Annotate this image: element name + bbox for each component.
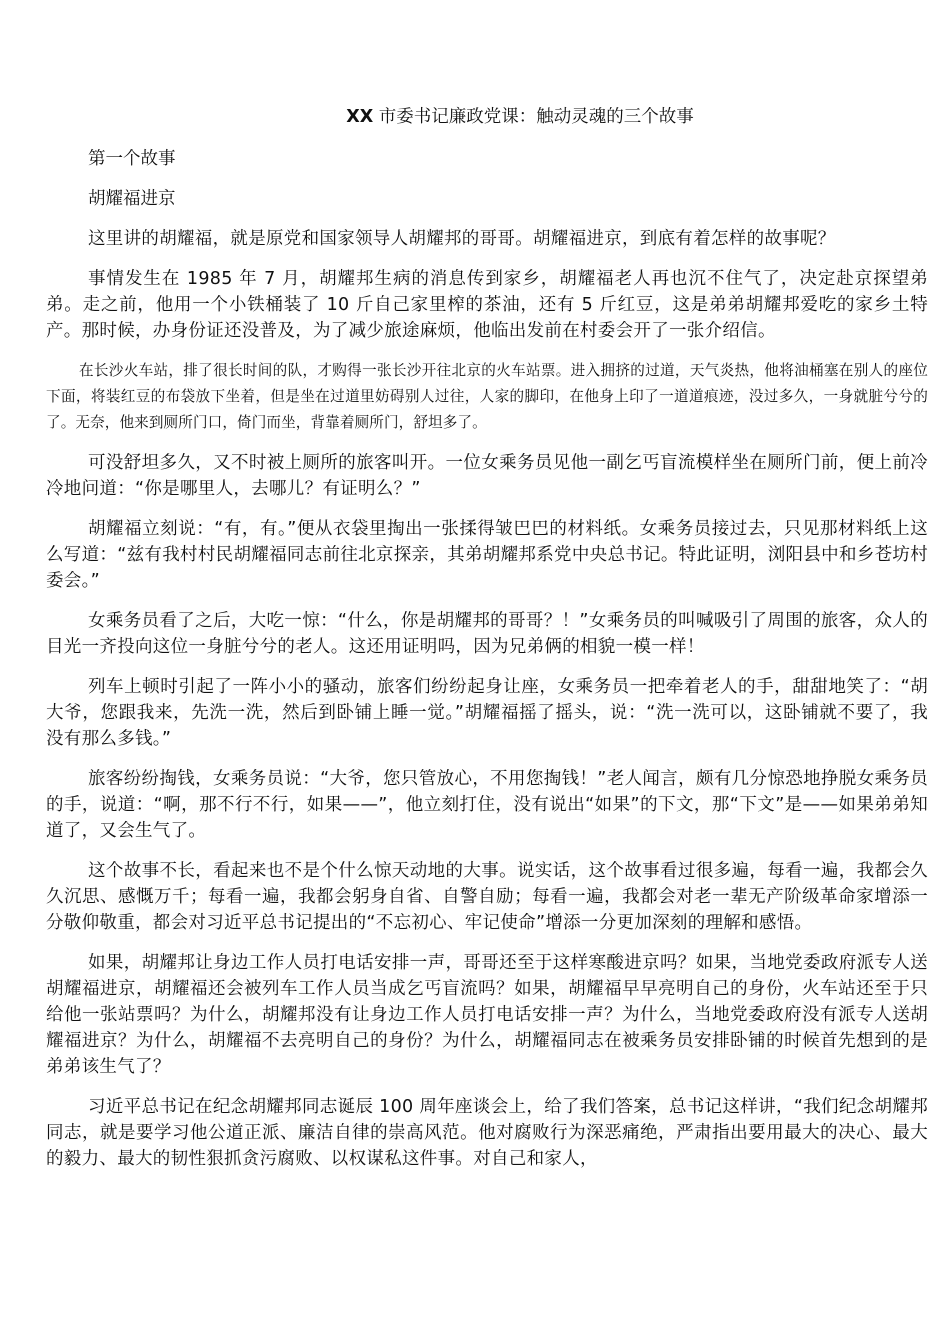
document-page	[46, 104, 928, 1186]
paragraph: 这里讲的胡耀福，就是原党和国家领导人胡耀邦的哥哥。胡耀福进京，到底有着怎样的故事呢？	[88, 229, 836, 249]
paragraph: 旅客纷纷掏钱，女乘务员说：“大爷，您只管放心，不用您掏钱！”老人闻言，颇有几分惊恐地挣脱女乘务员的手，说道：“啊，那不行不行，如果——”，他立刻打住，没有说出“如果”的下文，那“下文”是——如果弟弟知道了，又会生气了。	[46, 769, 928, 841]
title-prefix: XX	[346, 107, 374, 127]
paragraph: 可没舒坦多久，又不时被上厕所的旅客叫开。一位女乘务员见他一副乞丐盲流模样坐在厕所门前，便上前冷冷地问道：“你是哪里人，去哪儿？有证明么？”	[46, 453, 928, 499]
paragraph: 在长沙火车站，排了很长时间的队，才购得一张长沙开往北京的火车站票。进入拥挤的过道，天气炎热，他将油桶塞在别人的座位下面，将装红豆的布袋放下坐着，但是坐在过道里妨碍别人过往，人家的脚印，在他身上印了一道道痕迹，没过多久，一身就脏兮兮的了。无奈，他来到厕所门口，倚门而坐，背靠着厕所门，舒坦多了。	[46, 362, 928, 431]
paragraph: 如果，胡耀邦让身边工作人员打电话安排一声，哥哥还至于这样寒酸进京吗？如果，当地党委政府派专人送胡耀福进京，胡耀福还会被列车工作人员当成乞丐盲流吗？如果，胡耀福早早亮明自己的身份，火车站还至于只给他一张站票吗？为什么，胡耀邦没有让身边工作人员打电话安排一声？为什么，当地党委政府没有派专人送胡耀福进京？为什么，胡耀福不去亮明自己的身份？为什么，胡耀福同志在被乘务员安排卧铺的时候首先想到的是弟弟该生气了？	[46, 953, 928, 1077]
paragraph: 胡耀福立刻说：“有，有。”便从衣袋里掏出一张揉得皱巴巴的材料纸。女乘务员接过去，只见那材料纸上这么写道：“兹有我村村民胡耀福同志前往北京探亲，其弟胡耀邦系党中央总书记。特此证明，浏阳县中和乡苍坊村委会。”	[46, 519, 928, 591]
section-heading: 第一个故事	[88, 149, 176, 169]
story-title: 胡耀福进京	[88, 189, 176, 209]
paragraph: 女乘务员看了之后，大吃一惊：“什么，你是胡耀邦的哥哥？！”女乘务员的叫喊吸引了周围的旅客，众人的目光一齐投向这位一身脏兮兮的老人。这还用证明吗，因为兄弟俩的相貌一模一样！	[46, 611, 928, 657]
paragraph: 这个故事不长，看起来也不是个什么惊天动地的大事。说实话，这个故事看过很多遍，每看一遍，我都会久久沉思、感慨万千；每看一遍，我都会躬身自省、自警自励；每看一遍，我都会对老一辈无产阶级革命家增添一分敬仰敬重，都会对习近平总书记提出的“不忘初心、牢记使命”增添一分更加深刻的理解和感悟。	[46, 861, 928, 933]
document-title	[46, 104, 928, 130]
title-text: 市委书记廉政党课：触动灵魂的三个故事	[373, 107, 694, 127]
paragraph: 习近平总书记在纪念胡耀邦同志诞辰 100 周年座谈会上，给了我们答案，总书记这样讲，“我们纪念胡耀邦同志，就是要学习他公道正派、廉洁自律的崇高风范。他对腐败行为深恶痛绝，严肃指出要用最大的决心、最大的毅力、最大的韧性狠抓贪污腐败、以权谋私这件事。对自己和家人，	[46, 1097, 928, 1169]
paragraph: 事情发生在 1985 年 7 月，胡耀邦生病的消息传到家乡，胡耀福老人再也沉不住气了，决定赴京探望弟弟。走之前，他用一个小铁桶装了 10 斤自己家里榨的茶油，还有 5 斤红豆，这是弟弟胡耀邦爱吃的家乡土特产。那时候，办身份证还没普及，为了减少旅途麻烦，他临出发前在村委会开了一张介绍信。	[46, 269, 928, 341]
paragraph: 列车上顿时引起了一阵小小的骚动，旅客们纷纷起身让座，女乘务员一把牵着老人的手，甜甜地笑了：“胡大爷，您跟我来，先洗一洗，然后到卧铺上睡一觉。”胡耀福摇了摇头，说：“洗一洗可以，这卧铺就不要了，我没有那么多钱。”	[46, 677, 928, 749]
